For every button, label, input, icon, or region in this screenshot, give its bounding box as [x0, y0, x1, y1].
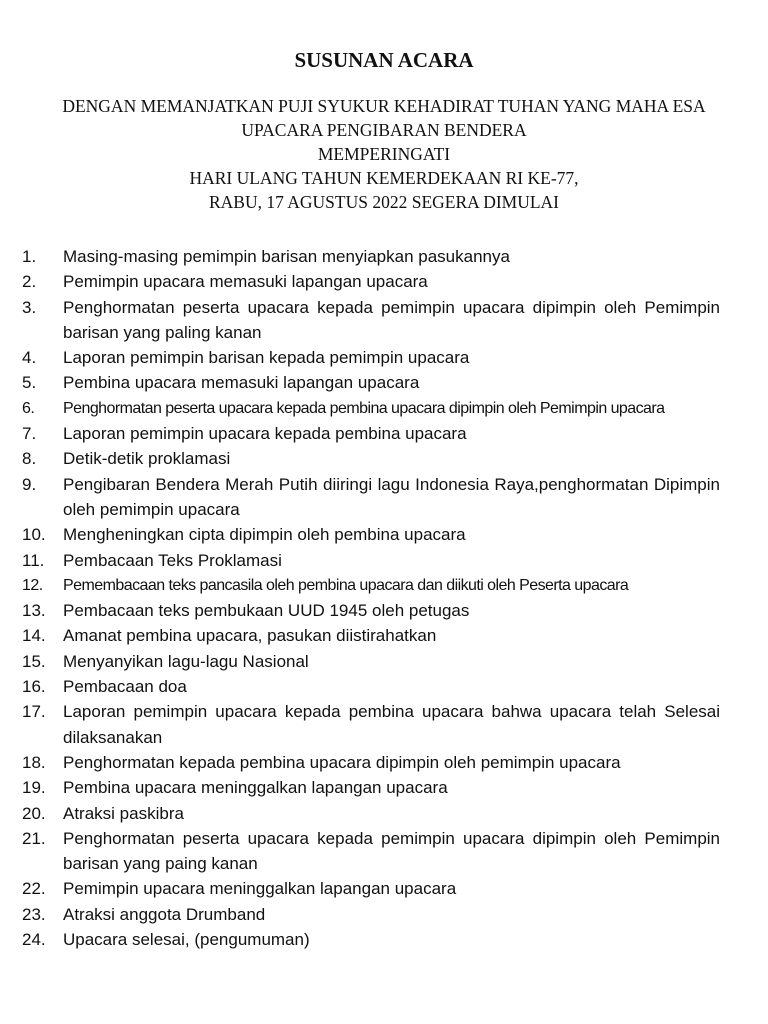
item-number: 16.: [22, 677, 46, 697]
item-text: Laporan pemimpin barisan kepada pemimpin upacara: [63, 348, 470, 368]
item-number: 14.: [22, 626, 46, 646]
list-item: [22, 750, 720, 775]
list-item: [22, 269, 720, 294]
list-item: [22, 370, 720, 395]
item-number: 22.: [22, 879, 46, 899]
item-text: Pemimpin upacara memasuki lapangan upacara: [63, 272, 428, 292]
item-text: Pembacaan doa: [63, 677, 187, 697]
list-item: [22, 801, 720, 826]
list-item: [22, 421, 720, 446]
item-text: Pemimpin upacara meninggalkan lapangan upacara: [63, 879, 457, 899]
agenda-list: [22, 244, 720, 952]
item-text: Pengibaran Bendera Merah Putih diiringi lagu Indonesia Raya,penghormatan Dipimpin oleh pemimpin upacara: [63, 474, 720, 519]
item-text: Pembacaan Teks Proklamasi: [63, 550, 282, 570]
heading-line: UPACARA PENGIBARAN BENDERA: [241, 120, 527, 140]
item-text: Penghormatan peserta upacara kepada pemimpin upacara dipimpin oleh Pemimpin barisan yang paling kanan: [63, 297, 720, 342]
item-number: 5.: [22, 373, 37, 393]
item-number: 12.: [22, 576, 43, 594]
heading-line: MEMPERINGATI: [317, 144, 451, 164]
list-item: [22, 623, 720, 648]
item-number: 13.: [22, 601, 46, 621]
list-item: [22, 446, 720, 471]
heading-line: RABU, 17 AGUSTUS 2022 SEGERA DIMULAI: [208, 192, 560, 212]
item-text: Pembina upacara meninggalkan lapangan upacara: [63, 778, 448, 798]
item-number: 6.: [22, 399, 35, 417]
list-item: [22, 472, 720, 523]
opening-heading: [0, 94, 768, 214]
item-text: Masing-masing pemimpin barisan menyiapkan pasukannya: [63, 247, 510, 266]
item-number: 23.: [22, 904, 46, 924]
item-text: Penghormatan kepada pembina upacara dipimpin oleh pemimpin upacara: [63, 752, 621, 772]
item-number: 9.: [22, 474, 37, 494]
item-number: 15.: [22, 651, 46, 671]
item-text: Laporan pemimpin upacara kepada pembina upacara: [63, 424, 467, 444]
item-number: 17.: [22, 702, 46, 722]
list-item: [22, 649, 720, 674]
item-text: Penghormatan peserta upacara kepada pembina upacara dipimpin oleh Pemimpin upacara: [63, 399, 665, 417]
item-number: 8.: [22, 449, 37, 469]
item-text: Atraksi paskibra: [63, 803, 184, 823]
item-text: Atraksi anggota Drumband: [63, 904, 266, 924]
document-title: SUSUNAN ACARA: [294, 48, 474, 72]
heading-line: DENGAN MEMANJATKAN PUJI SYUKUR KEHADIRAT TUHAN YANG MAHA ESA: [62, 96, 706, 116]
item-number: 19.: [22, 778, 46, 798]
item-text: Laporan pemimpin upacara kepada pembina upacara bahwa upacara telah Selesai dilaksanakan: [63, 702, 720, 747]
item-number: 11.: [22, 550, 45, 570]
item-text: Pembacaan teks pembukaan UUD 1945 oleh petugas: [63, 601, 470, 621]
list-item: [22, 927, 720, 952]
list-item: [22, 396, 720, 421]
item-number: 3.: [22, 297, 37, 317]
list-item: [22, 548, 720, 573]
item-text: Pemembacaan teks pancasila oleh pembina upacara dan diikuti oleh Peserta upacara: [63, 576, 629, 594]
item-number: 4.: [22, 348, 37, 368]
list-item: [22, 775, 720, 800]
list-item: [22, 244, 720, 269]
item-text: Mengheningkan cipta dipimpin oleh pembina upacara: [63, 525, 466, 545]
item-text: Upacara selesai, (pengumuman): [63, 930, 310, 950]
list-item: [22, 876, 720, 901]
list-item: [22, 345, 720, 370]
list-item: [22, 598, 720, 623]
item-number: 10.: [22, 525, 46, 545]
list-item: [22, 699, 720, 750]
item-number: 18.: [22, 752, 46, 772]
list-item: [22, 674, 720, 699]
list-item: [22, 573, 720, 598]
heading-line: HARI ULANG TAHUN KEMERDEKAAN RI KE-77,: [189, 168, 579, 188]
item-number: 20.: [22, 803, 46, 823]
list-item: [22, 522, 720, 547]
item-number: 2.: [22, 272, 37, 292]
item-text: Amanat pembina upacara, pasukan diistirahatkan: [63, 626, 437, 646]
item-number: 21.: [22, 828, 46, 848]
list-item: [22, 295, 720, 346]
item-number: 24.: [22, 930, 46, 950]
item-text: Detik-detik proklamasi: [63, 449, 231, 469]
list-item: [22, 826, 720, 877]
item-text: Pembina upacara memasuki lapangan upacara: [63, 373, 420, 393]
list-item: [22, 902, 720, 927]
item-text: Penghormatan peserta upacara kepada pemimpin upacara dipimpin oleh Pemimpin barisan yang paing kanan: [63, 828, 720, 874]
item-number: 7.: [22, 424, 37, 444]
item-text: Menyanyikan lagu-lagu Nasional: [63, 651, 309, 671]
item-number: 1.: [22, 247, 37, 266]
